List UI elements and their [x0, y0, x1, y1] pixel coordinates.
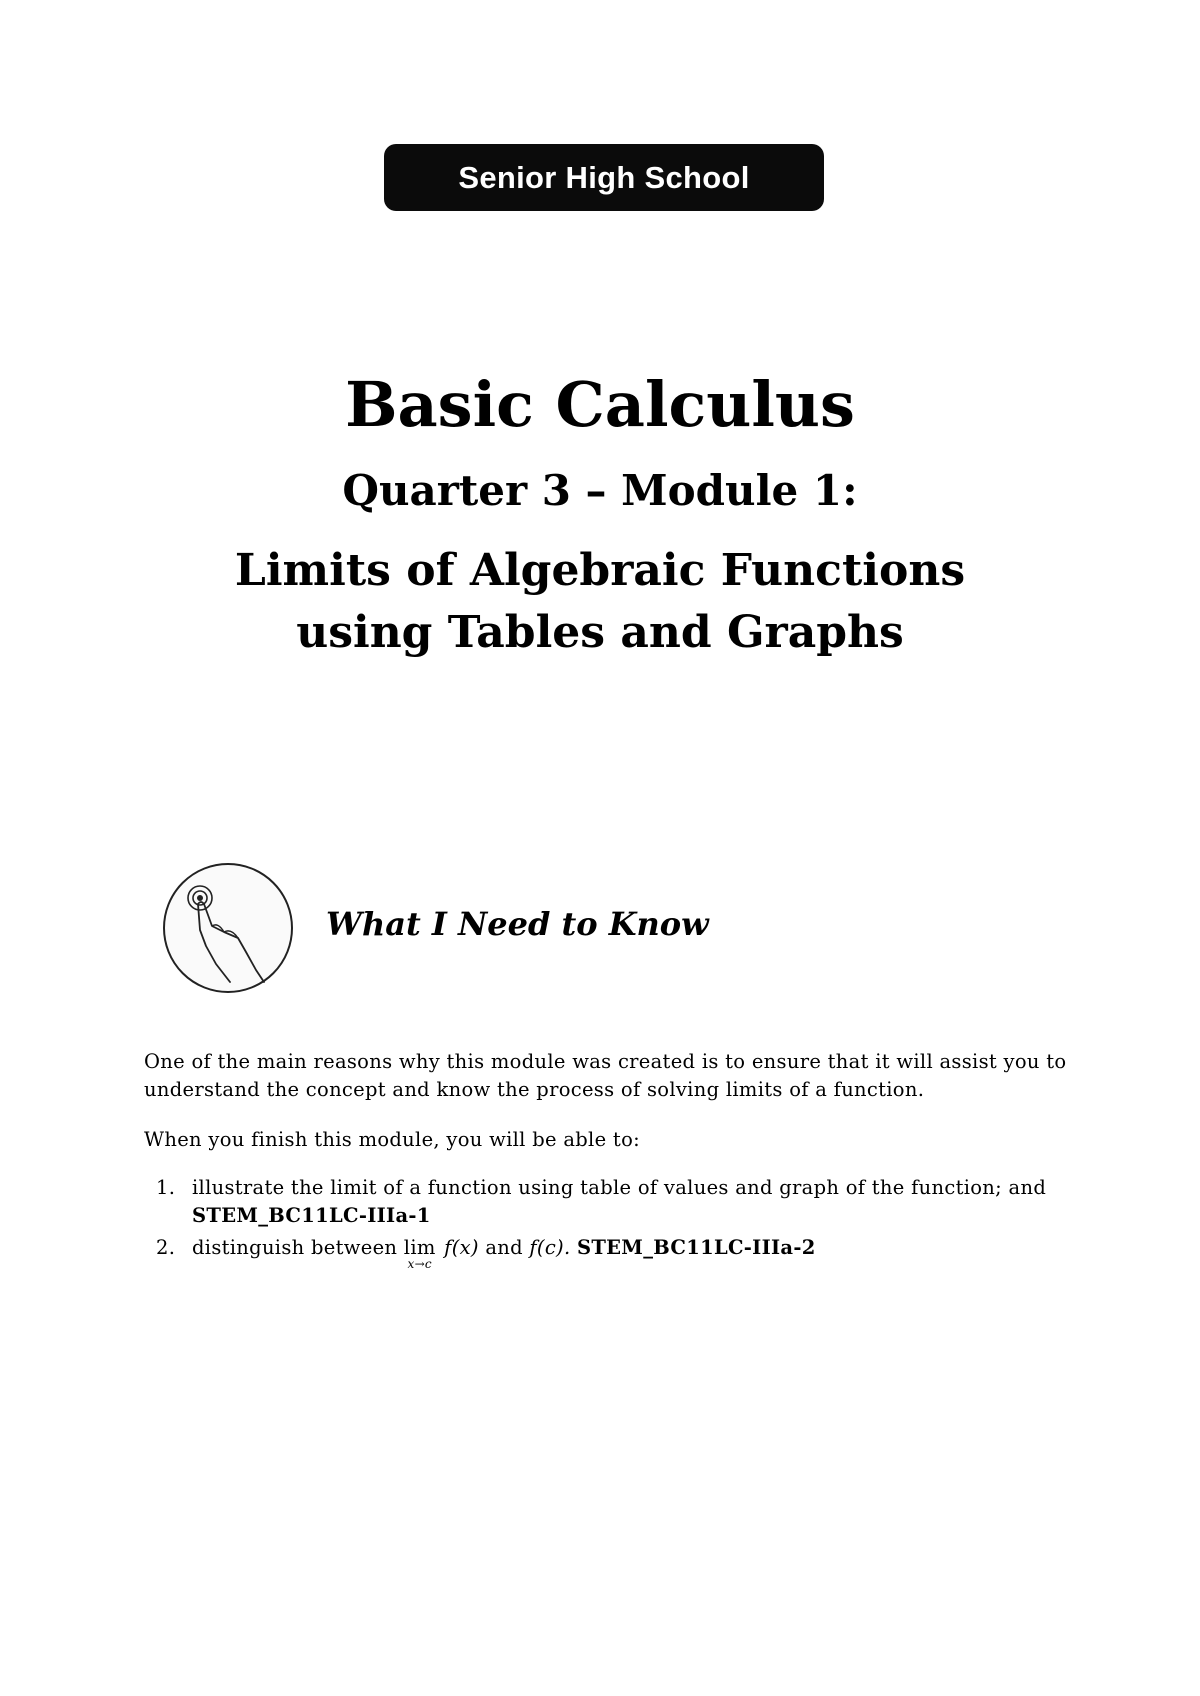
page-title: Basic Calculus: [345, 368, 855, 441]
quarter-module-title: Quarter 3 – Module 1:: [342, 466, 858, 515]
list-item: [144, 1174, 1074, 1230]
objective-text: illustrate the limit of a function using table of values and graph of the function; and: [192, 1176, 1047, 1199]
list-item: [144, 1234, 1074, 1270]
competency-code: STEM_BC11LC-IIIa-2: [576, 1236, 816, 1259]
objectives-list: [144, 1174, 1074, 1274]
intro-paragraph: One of the main reasons why this module was created is to ensure that it will assist you to understand the concept and know the process of solving limits of a function.: [144, 1050, 1067, 1101]
competency-code: STEM_BC11LC-IIIa-1: [192, 1204, 431, 1227]
list-item-number: 2.: [156, 1236, 176, 1259]
conjunction: and: [485, 1236, 523, 1259]
module-subtitle-line-1: Limits of Algebraic Functions: [234, 545, 966, 596]
instructions-paragraph: When you finish this module, you will be able to:: [144, 1128, 640, 1151]
objective-text: distinguish between: [192, 1236, 398, 1259]
badge-label: Senior High School: [458, 159, 750, 195]
list-item-number: 1.: [156, 1176, 176, 1199]
function-of-x: f(x): [444, 1236, 479, 1259]
module-subtitle-line-2: using Tables and Graphs: [296, 607, 904, 658]
limit-subscript: x→c: [407, 1257, 432, 1271]
limit-operator: lim: [403, 1236, 436, 1259]
limit-notation: [404, 1234, 436, 1270]
touch-finger-icon: [160, 860, 296, 996]
section-heading: What I Need to Know: [326, 905, 709, 943]
function-of-c: f(c).: [529, 1236, 571, 1259]
senior-high-school-badge: [384, 144, 824, 211]
